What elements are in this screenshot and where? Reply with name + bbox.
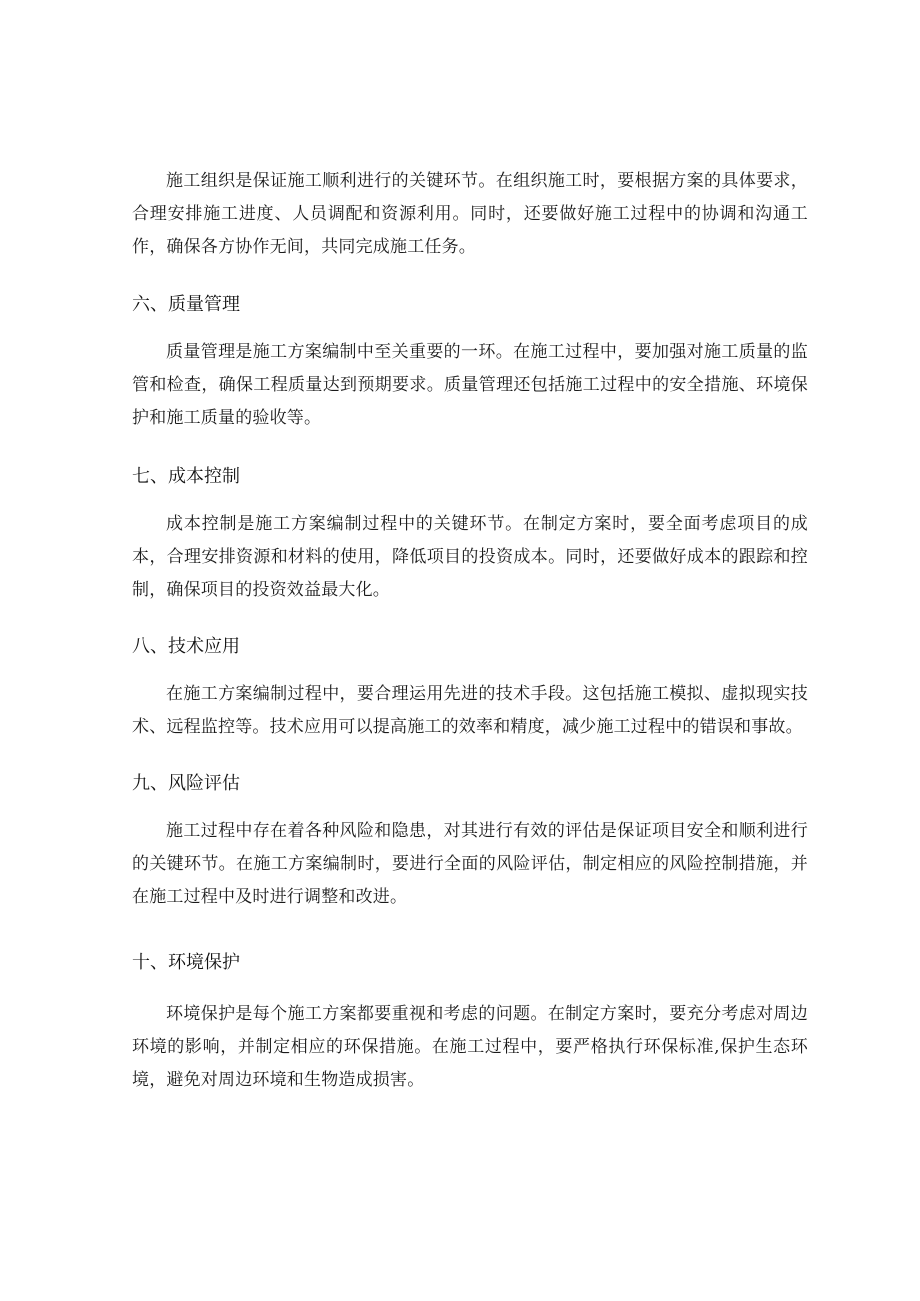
paragraph-technology-application: 在施工方案编制过程中，要合理运用先进的技术手段。这包括施工模拟、虚拟现实技术、远程监控等。技术应用可以提高施工的效率和精度，减少施工过程中的错误和事故。 — [132, 684, 808, 737]
paragraph-risk-assessment: 施工过程中存在着各种风险和隐患，对其进行有效的评估是保证项目安全和顺利进行的关键环节。在施工方案编制时，要进行全面的风险评估，制定相应的风险控制措施，并在施工过程中及时进行调整和改进。 — [132, 821, 808, 907]
heading-risk-assessment: 九、风险评估 — [132, 773, 240, 794]
heading-environmental-protection: 十、环境保护 — [132, 952, 240, 973]
heading-cost-control: 七、成本控制 — [132, 466, 240, 487]
paragraph-cost-control: 成本控制是施工方案编制过程中的关键环节。在制定方案时，要全面考虑项目的成本，合理安排资源和材料的使用，降低项目的投资成本。同时，还要做好成本的跟踪和控制，确保项目的投资效益最大化。 — [132, 514, 808, 600]
paragraph-construction-organization: 施工组织是保证施工顺利进行的关键环节。在组织施工时，要根据方案的具体要求，合理安排施工进度、人员调配和资源利用。同时，还要做好施工过程中的协调和沟通工作，确保各方协作无间，共同完成施工任务。 — [132, 171, 808, 257]
paragraph-environmental-protection: 环境保护是每个施工方案都要重视和考虑的问题。在制定方案时，要充分考虑对周边环境的影响，并制定相应的环保措施。在施工过程中，要严格执行环保标准,保护生态环境，避免对周边环境和生物造成损害。 — [132, 1004, 808, 1090]
heading-technology-application: 八、技术应用 — [132, 636, 240, 657]
paragraph-quality-management: 质量管理是施工方案编制中至关重要的一环。在施工过程中，要加强对施工质量的监管和检查，确保工程质量达到预期要求。质量管理还包括施工过程中的安全措施、环境保护和施工质量的验收等。 — [132, 342, 808, 428]
heading-quality-management: 六、质量管理 — [132, 294, 240, 315]
